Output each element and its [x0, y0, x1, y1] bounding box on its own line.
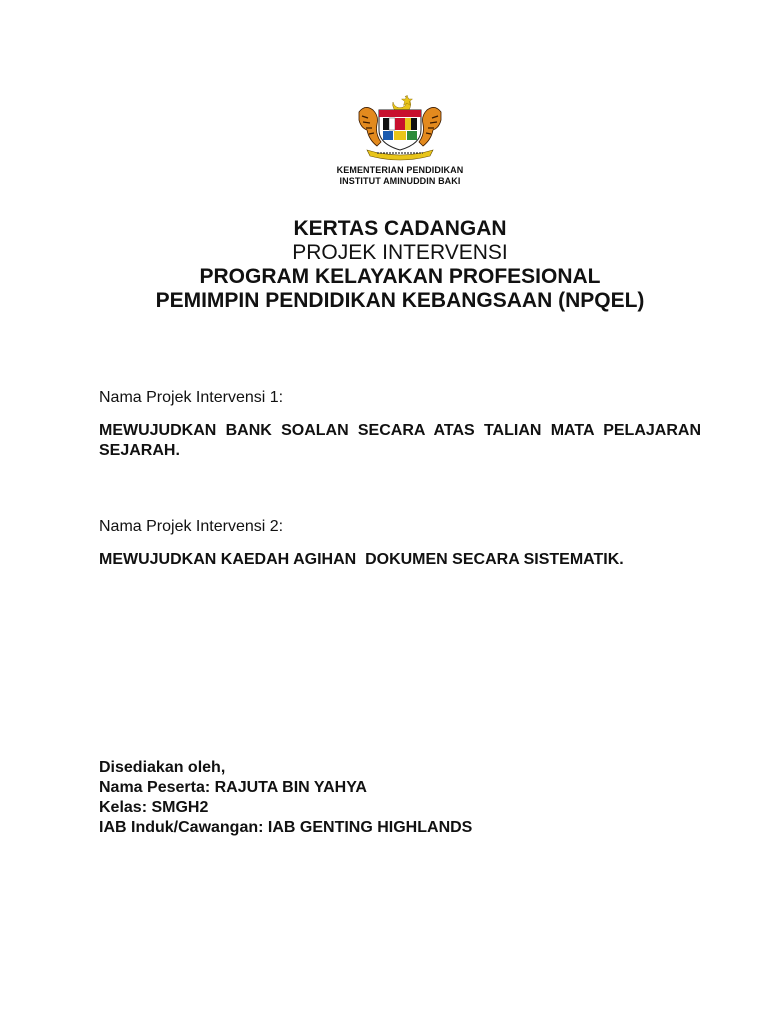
- document-title-block: [0, 217, 768, 313]
- class-name: Kelas: SMGH2: [99, 799, 209, 816]
- organization-name: [300, 165, 500, 187]
- project-2-name: MEWUJUDKAN KAEDAH AGIHAN DOKUMEN SECARA SISTEMATIK.: [99, 551, 624, 568]
- prepared-by-heading: Disediakan oleh,: [99, 759, 226, 776]
- prepared-by-block: [99, 758, 472, 838]
- document-subtitle: PROJEK INTERVENSI: [292, 241, 508, 264]
- branch-name: IAB Induk/Cawangan: IAB GENTING HIGHLANDS: [99, 819, 473, 836]
- project-1-name: MEWUJUDKAN BANK SOALAN SECARA ATAS TALIAN MATA PELAJARAN SEJARAH.: [99, 422, 701, 459]
- malaysia-coat-of-arms-icon: [353, 92, 447, 164]
- program-title-cont: PEMIMPIN PENDIDIKAN KEBANGSAAN (NPQEL): [155, 289, 645, 312]
- project-2-label: Nama Projek Intervensi 2:: [99, 518, 284, 535]
- program-title: PROGRAM KELAYAKAN PROFESIONAL: [199, 265, 601, 288]
- participant-name: Nama Peserta: RAJUTA BIN YAHYA: [99, 779, 367, 796]
- project-1-label: Nama Projek Intervensi 1:: [99, 389, 284, 406]
- ministry-label: KEMENTERIAN PENDIDIKAN: [336, 165, 464, 175]
- institute-label: INSTITUT AMINUDDIN BAKI: [339, 176, 461, 186]
- document-title: KERTAS CADANGAN: [293, 217, 507, 240]
